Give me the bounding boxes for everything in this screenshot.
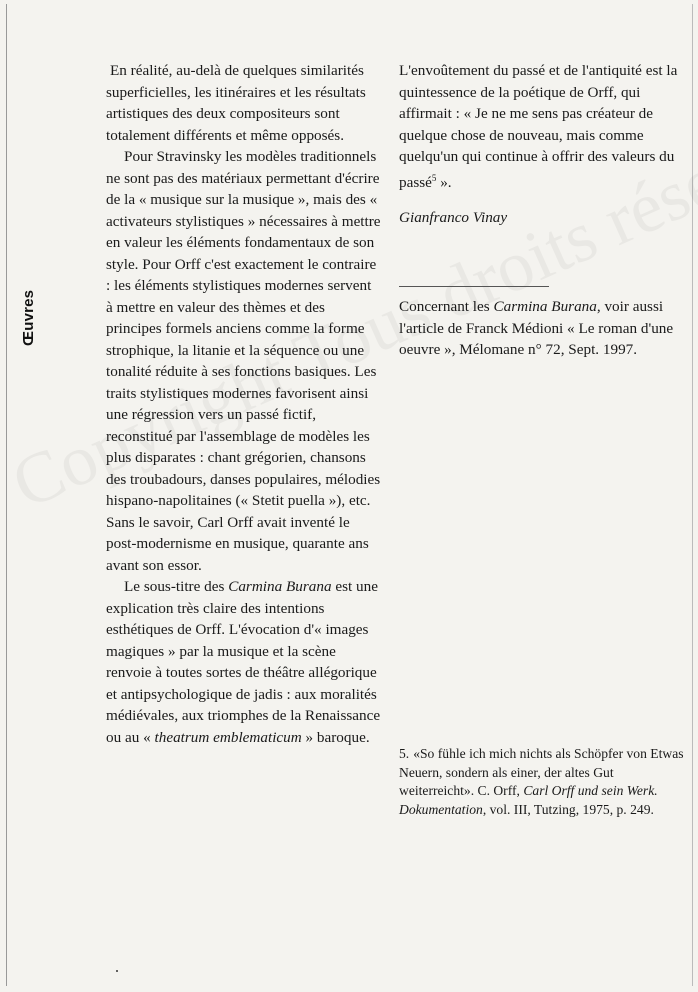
latin-term: theatrum emblematicum [154,728,302,746]
related-article-note [399,296,689,361]
text-run: » baroque. [301,728,370,746]
footnote [399,745,689,819]
footnote-citation: , vol. III, Tutzing, 1975, p. 249. [482,801,654,817]
page-speck [116,970,118,972]
author-signature: Gianfranco Vinay [399,209,508,227]
text-run: ». [436,173,452,191]
right-paragraph-1 [399,60,689,193]
section-label: Œuvres [20,289,37,346]
text-run: , voir aussi l'article de Franck Médioni « Le roman d'une oeuvre », Mélomane n° 72, Sept. 1997. [399,298,674,358]
text-run: Concernant les [399,298,494,315]
left-paragraph-3 [106,576,381,748]
left-paragraph-2: Pour Stravinsky les modèles traditionnels ne sont pas des matériaux permettant d'écrire de la « musique sur la musique », mais des « activateurs stylistiques » nécessaires à mettre en valeur les éléments fondamentaux de son style. Pour Orff c'est exactement le contraire : les éléments stylistiques modernes servent à mettre en valeur des thèmes et des principes formels anciens comme la forme strophique, la litanie et la séquence ou une tonalité réduite à ses fonctions basiques. Les traits stylistiques modernes favorisent ainsi une régression vers un passé fictif, reconstitué par l'assemblage de modèles les plus disparates : chant grégorien, chansons des troubadours, danses populaires, mélodies hispano-napolitaines (« Stetit puella »), etc. Sans le savoir, Carl Orff avait inventé le post-modernisme en musique, quarante ans avant son essor. [106,148,381,574]
note-divider [399,286,549,287]
text-run: Le sous-titre des [124,578,229,595]
left-paragraph-1: En réalité, au-delà de quelques similarités superficielles, les itinéraires et les résultats artistiques des deux compositeurs sont totalement différents et même opposés. [106,62,366,144]
work-title: Carmina Burana [493,298,597,315]
footnote-ref[interactable]: 5 [431,172,437,183]
footnote-number: 5. [399,746,410,761]
text-run: L'envoûtement du passé et de l'antiquité est la quintessence de la poétique de Orff, qui affirmait : « Je ne me sens pas créateur de quelque chose de nouveau, mais comme quelqu'un qui continue à offrir des valeurs du passé [399,62,678,191]
footnote-book-title: Carl Orff und sein Werk. Dokumentation [399,783,658,817]
work-title: Carmina Burana [228,578,332,595]
left-column [106,60,381,748]
right-column [399,60,689,229]
text-run: est une explication très claire des intentions esthétiques de Orff. L'évocation d'« images magiques » par la musique et la scène renvoie à toutes sortes de théâtre allégorique et antipsychologique de jadis : aux moralités médiévales, aux triomphes de la Renaissance ou au « [106,578,381,746]
footnote-quote: «So fühle ich mich nichts als Schöpfer von Etwas Neuern, sondern als einer, der altes Gut weiterreicht». C. Orff, [399,746,684,798]
